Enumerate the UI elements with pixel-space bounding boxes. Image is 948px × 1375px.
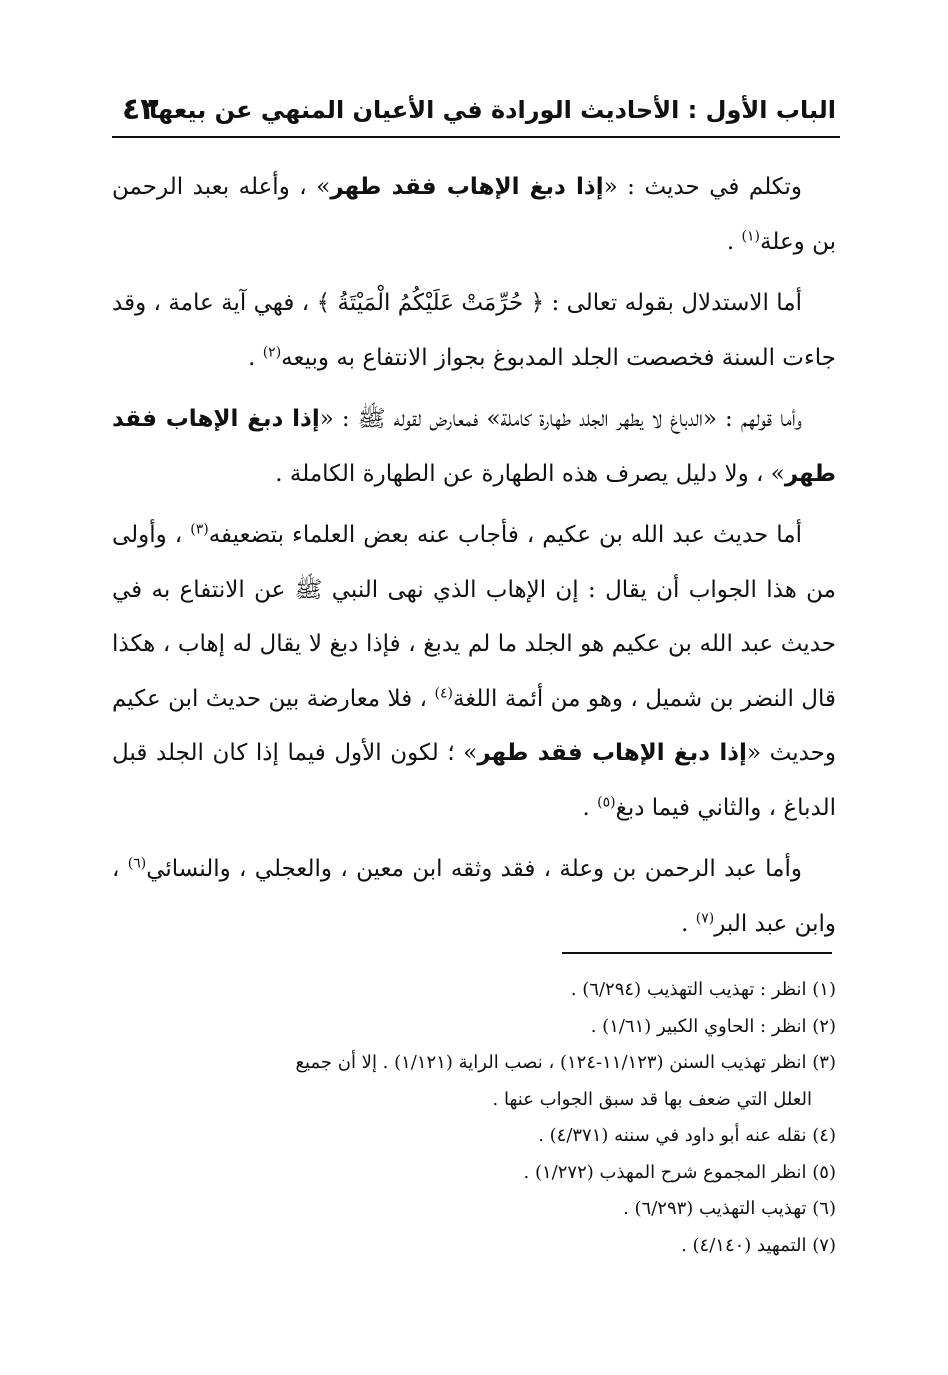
text-run: ، وابن عبد البر xyxy=(112,856,836,937)
footnote-divider xyxy=(562,952,832,954)
footnote-2: (٢) انظر : الحاوي الكبير (١/٦١) . xyxy=(590,1015,836,1037)
footnote-4: (٤) نقله عنه أبو داود في سننه (٤/٣٧١) . xyxy=(538,1125,836,1146)
text-run: . xyxy=(248,344,263,371)
text-run: » ، ولا دليل يصرف هذه الطهارة عن الطهارة الكاملة . xyxy=(275,460,785,487)
footnote-ref-2: (٢) xyxy=(262,343,282,360)
hadith-quote: إذا دبغ الإهاب فقد طهر xyxy=(477,740,747,766)
text-run: . xyxy=(582,794,598,821)
page-number: ٤٣ xyxy=(122,92,159,127)
footnote-6: (٦) تهذيب التهذيب (٦/٢٩٣) . xyxy=(623,1198,836,1219)
paragraph-5 xyxy=(112,842,836,951)
footnote-ref-3: (٣) xyxy=(190,521,209,538)
text-run: . xyxy=(726,228,742,255)
page-header xyxy=(112,92,836,132)
text-run: ﴾ ، فهي آية عامة ، وقد جاءت السنة فخصصت الجلد المدبوغ بجواز الانتفاع به وبيعه xyxy=(112,290,836,371)
footnote-ref-1: (١) xyxy=(741,227,760,244)
paragraph-2 xyxy=(112,276,836,385)
hadith-quote: إذا دبغ الإهاب فقد طهر xyxy=(112,406,836,487)
text-run: ، وأولى من هذا الجواب أن يقال : إن الإهاب الذي نهى النبي ﷺ عن الانتفاع به في حديث عبد الله بن عكيم هو الجلد ما لم يدبغ ، فإذا دبغ لا يقال له إهاب ، هكذا قال النضر بن شميل ، وهو من أئمة اللغة xyxy=(112,522,836,712)
footnote-ref-5: (٥) xyxy=(597,793,616,810)
footnotes xyxy=(112,972,836,1264)
quran-verse: حُرِّمَتْ عَلَيْكُمُ الْمَيْتَةُ xyxy=(337,290,524,316)
footnote-7: (٧) التمهيد (٤/١٤٠) . xyxy=(681,1234,836,1256)
hadith-quote: إذا دبغ الإهاب فقد طهر xyxy=(330,174,604,200)
main-text xyxy=(112,160,836,958)
text-run: . xyxy=(681,910,696,937)
text-run: » ؛ لكون الأول فيما إذا كان الجلد قبل الدباغ ، والثاني فيما دبغ xyxy=(112,740,836,821)
text-run: أما الاستدلال بقوله تعالى : ﴿ xyxy=(523,290,803,316)
footnote-3: (٣) انظر تهذيب السنن (١١/١٢٣-١٢٤) ، نصب الراية (١/١٢١) . إلا أن جميع xyxy=(295,1052,836,1073)
paragraph-4 xyxy=(112,508,836,835)
paragraph-3 xyxy=(112,392,836,501)
running-title: الباب الأول : الأحاديث الورادة في الأعيان المنهي عن بيعها xyxy=(149,96,836,124)
paragraph-1 xyxy=(112,160,836,269)
text-run: وتكلم في حديث : « xyxy=(603,174,803,200)
footnote-1: (١) انظر : تهذيب التهذيب (٦/٢٩٤) . xyxy=(570,979,836,1000)
header-divider xyxy=(112,136,840,138)
footnote-ref-4: (٤) xyxy=(434,684,453,701)
text-run: ، فلا معارضة بين حديث ابن عكيم وحديث « xyxy=(112,685,836,766)
footnote-ref-6: (٦) xyxy=(127,855,147,872)
footnote-3-continued: العلل التي ضعف بها قد سبق الجواب عنها . xyxy=(492,1088,812,1110)
footnote-ref-7: (٧) xyxy=(695,909,715,926)
text-run: وأما قولهم : «الدباغ لا يطهر الجلد طهارة كاملة» فمعارض لقوله ﷺ : « xyxy=(319,406,802,432)
text-run: » ، وأعله بعبد الرحمن بن وعلة xyxy=(112,174,836,255)
footnote-5: (٥) انظر المجموع شرح المهذب (١/٢٧٢) . xyxy=(523,1161,836,1183)
text-run: وأما عبد الرحمن بن وعلة ، فقد وثقه ابن معين ، والعجلي ، والنسائي xyxy=(146,856,802,882)
text-run: أما حديث عبد الله بن عكيم ، فأجاب عنه بعض العلماء بتضعيفه xyxy=(208,522,802,548)
